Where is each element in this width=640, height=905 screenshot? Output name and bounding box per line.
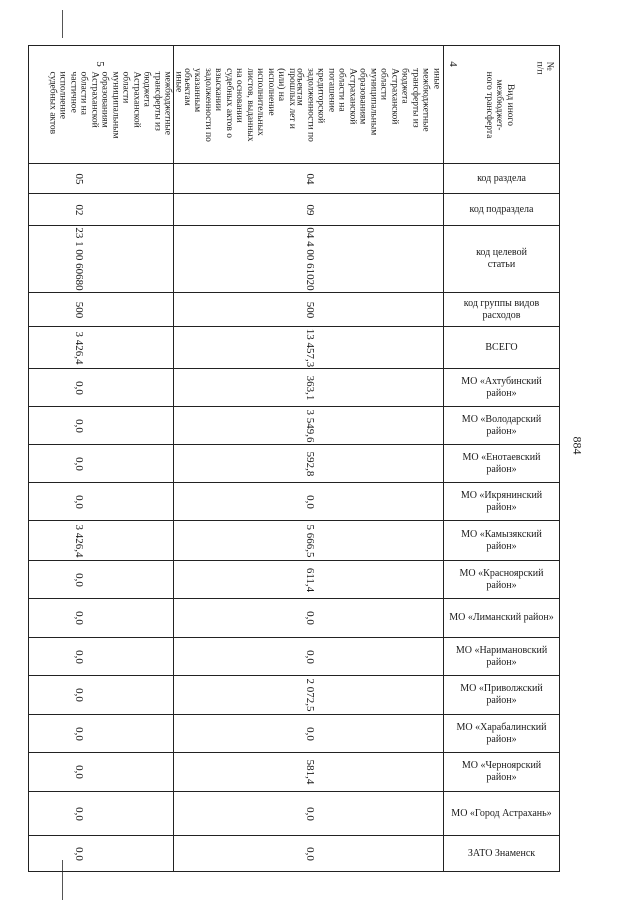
municipality-name: МО «Наримановский район» (444, 638, 560, 676)
row-municipality (29, 676, 560, 715)
row4-podrazdel (174, 194, 444, 226)
row5-municipality-value-cell (29, 638, 174, 676)
row5-municipality-value-cell (29, 753, 174, 792)
municipality-name: МО «Ахтубинский район» (444, 369, 560, 407)
row4-municipality-value-cell (174, 676, 444, 715)
row5-municipality-value: 0,0 (73, 726, 85, 741)
row4-municipality-value: 0,0 (304, 649, 316, 664)
row5-municipality-value-cell (29, 521, 174, 561)
municipality-name: МО «Харабалинский район» (444, 715, 560, 753)
row5-municipality-value-cell (29, 369, 174, 407)
row4-total (174, 327, 444, 369)
row-municipality (29, 715, 560, 753)
row5-target (29, 226, 174, 293)
row-municipality (29, 483, 560, 521)
municipality-name: ЗАТО Знаменск (444, 836, 560, 872)
row5-municipality-value-cell (29, 561, 174, 599)
row4-municipality-value: 5 666,5 (304, 524, 316, 557)
row5-municipality-value: 0,0 (73, 806, 85, 821)
header-row (29, 46, 560, 164)
row5-podrazdel-value: 02 (73, 204, 85, 215)
row4-razdel (174, 164, 444, 194)
row4-municipality-value-cell (174, 521, 444, 561)
row5-name-cell (29, 46, 184, 164)
row4-municipality-value: 0,0 (304, 806, 316, 821)
municipality-name: МО «Володарский район» (444, 407, 560, 445)
row5-municipality-value-cell (29, 715, 174, 753)
row4-municipality-value-cell (174, 792, 444, 836)
row5-municipality-value: 0,0 (73, 846, 85, 861)
row4-target-value: 04 4 00 61020 (304, 227, 316, 291)
row5-name: иные межбюджетные трансферты из бюджета Астраханской области муниципальным образованиям Астраханской области на частичное исполнение судебных актов (47, 70, 184, 139)
municipality-name: МО «Город Астрахань» (444, 792, 560, 836)
row4-municipality-value-cell (174, 836, 444, 872)
label-razdel: код раздела (444, 164, 560, 194)
row5-municipality-value: 0,0 (73, 649, 85, 664)
municipality-name: МО «Черноярский район» (444, 753, 560, 792)
transfers-table (28, 45, 560, 872)
row-municipality (29, 561, 560, 599)
row5-municipality-value: 0,0 (73, 418, 85, 433)
row5-total (29, 327, 174, 369)
page-number: 884 (570, 436, 585, 455)
row5-razdel (29, 164, 174, 194)
row5-municipality-value: 0,0 (73, 688, 85, 702)
num-header: № п/п (534, 61, 555, 75)
row-municipality (29, 369, 560, 407)
label-podrazdel: код подраздела (444, 194, 560, 226)
row-municipality (29, 407, 560, 445)
name-header: Вид иного межбюджет- ного трансферта (483, 71, 515, 138)
row5-razdel-value: 05 (73, 173, 85, 184)
row4-municipality-value: 2 072,5 (304, 678, 316, 712)
row5-total-value: 3 426,4 (73, 331, 85, 364)
row5-municipality-value: 0,0 (73, 611, 85, 625)
row5-group-value: 500 (73, 301, 85, 318)
row-razdel (29, 164, 560, 194)
municipality-name: МО «Енотаевский район» (444, 445, 560, 483)
row4-target (174, 226, 444, 293)
left-margin-line (62, 10, 63, 38)
municipality-name: МО «Лиманский район» (444, 599, 560, 638)
row4-municipality-value-cell (174, 445, 444, 483)
row-municipality (29, 599, 560, 638)
row4-municipality-value: 0,0 (304, 611, 316, 625)
row4-municipality-value-cell (174, 483, 444, 521)
row-municipality (29, 445, 560, 483)
row4-number: 4 (446, 61, 459, 67)
row-podrazdel (29, 194, 560, 226)
row4-razdel-value: 04 (304, 173, 316, 184)
row5-municipality-value-cell (29, 407, 174, 445)
row-municipality (29, 836, 560, 872)
row-target (29, 226, 560, 293)
row5-municipality-value: 3 426,4 (73, 524, 85, 557)
header-name-cell (444, 46, 560, 164)
row4-municipality-value-cell (174, 638, 444, 676)
row4-municipality-value-cell (174, 599, 444, 638)
row4-municipality-value-cell (174, 369, 444, 407)
municipality-name: МО «Камызякский район» (444, 521, 560, 561)
row-municipality (29, 638, 560, 676)
row4-total-value: 13 457,3 (304, 328, 316, 367)
row4-municipality-value: 363,1 (304, 375, 316, 400)
row4-podrazdel-value: 09 (304, 204, 316, 215)
row5-municipality-value-cell (29, 676, 174, 715)
row5-municipality-value: 0,0 (73, 380, 85, 395)
row5-number: 5 (93, 61, 106, 67)
row4-municipality-value: 611,4 (304, 567, 316, 592)
row4-name-part2: прошлых лет и (или) на исполнение исполнительных листов, выданных на основании судебных актов о взыскании задолженности по указанным объектам (181, 67, 297, 142)
row4-group (174, 293, 444, 327)
row5-municipality-value-cell (29, 792, 174, 836)
row4-municipality-value: 0,0 (304, 494, 316, 509)
row5-municipality-value: 0,0 (73, 765, 85, 779)
row5-municipality-value-cell (29, 599, 174, 638)
row4-municipality-value: 592,8 (304, 451, 316, 476)
row-municipality (29, 753, 560, 792)
label-group: код группы видов расходов (444, 293, 560, 327)
row-municipality (29, 521, 560, 561)
row4-municipality-value-cell (174, 753, 444, 792)
row4-name-cell (174, 46, 459, 164)
row5-municipality-value-cell (29, 483, 174, 521)
municipality-name: МО «Приволжский район» (444, 676, 560, 715)
row-municipality (29, 792, 560, 836)
row4-municipality-value: 3 549,6 (304, 409, 316, 442)
municipality-name: МО «Икрянинский район» (444, 483, 560, 521)
row5-municipality-value: 0,0 (73, 494, 85, 509)
row4-municipality-value-cell (174, 561, 444, 599)
row4-municipality-value: 0,0 (304, 846, 316, 861)
municipality-name: МО «Красноярский район» (444, 561, 560, 599)
row5-municipality-value: 0,0 (73, 456, 85, 471)
label-target: код целевой статьи (444, 226, 560, 293)
row4-municipality-value-cell (174, 407, 444, 445)
row5-municipality-value-cell (29, 836, 174, 872)
row-group (29, 293, 560, 327)
row4-municipality-value: 0,0 (304, 726, 316, 741)
row4-name-part1: иные межбюджетные трансферты из бюджета Астраханской области муниципальным образованиям Астраханской области на погашение кредиторской задолженности по объектам (294, 67, 442, 142)
row4-group-value: 500 (304, 301, 316, 318)
row5-municipality-value-cell (29, 445, 174, 483)
label-total: ВСЕГО (444, 327, 560, 369)
row5-municipality-value: 0,0 (73, 572, 85, 587)
row4-municipality-value: 581,4 (304, 759, 316, 785)
row-total (29, 327, 560, 369)
row5-group (29, 293, 174, 327)
row4-municipality-value-cell (174, 715, 444, 753)
row5-target-value: 23 1 00 60680 (73, 227, 85, 291)
row5-podrazdel (29, 194, 174, 226)
